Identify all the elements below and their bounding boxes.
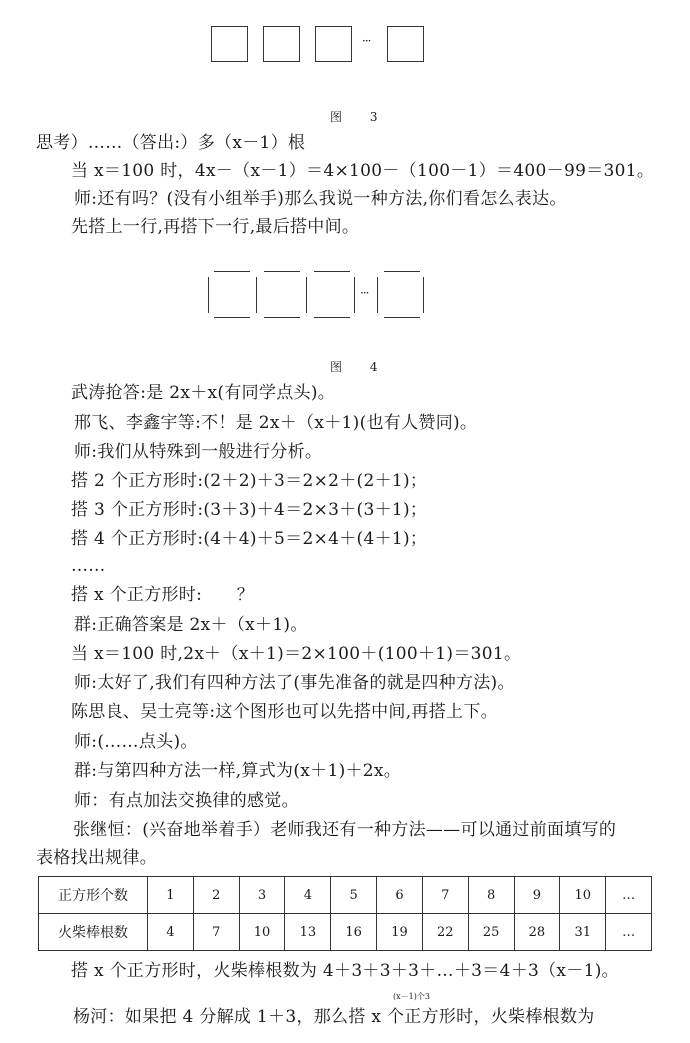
table-cell: 10 xyxy=(239,914,285,951)
fig4-top-stick xyxy=(384,271,420,272)
text-line-12: 搭 x 个正方形时: ？ xyxy=(71,585,255,605)
text-line-23: 杨河：如果把 4 分解成 1＋3，那么搭 x 个正方形时，火柴棒根数为 xyxy=(73,1007,595,1027)
fig4-middle-stick xyxy=(208,277,209,313)
text-line-14: 当 x＝100 时,2x＋（x＋1)＝2×100＋(100＋1)＝301。 xyxy=(71,644,522,664)
table-cell: 13 xyxy=(285,914,331,951)
text-line-8: 搭 2 个正方形时:(2＋2)＋3＝2×2＋(2＋1)； xyxy=(71,471,428,491)
text-line-7: 师:我们从特殊到一般进行分析。 xyxy=(74,442,323,462)
fig4-middle-stick xyxy=(354,277,355,313)
fig4-top-stick xyxy=(264,271,300,272)
text-line-3: 师:还有吗？(没有小组举手)那么我说一种方法,你们看怎么表达。 xyxy=(74,189,567,209)
table-cell: 1 xyxy=(148,877,194,914)
fig3-square-3 xyxy=(315,26,352,62)
table-row xyxy=(39,914,652,951)
table-cell: 7 xyxy=(422,877,468,914)
table-cell: … xyxy=(606,914,652,951)
figure-4-caption: 图 4 xyxy=(330,360,390,374)
fig4-top-stick xyxy=(214,271,250,272)
text-line-16: 陈思良、吴士亮等:这个图形也可以先搭中间,再搭上下。 xyxy=(71,702,498,722)
fig4-bottom-stick xyxy=(264,317,300,318)
text-line-13: 群:正确答案是 2x＋（x＋1)。 xyxy=(74,615,308,635)
text-line-18: 群:与第四种方法一样,算式为(x＋1)＋2x。 xyxy=(74,761,402,781)
text-line-19: 师：有点加法交换律的感觉。 xyxy=(74,791,299,811)
fig4-middle-stick xyxy=(306,277,307,313)
text-line-15: 师:太好了,我们有四种方法了(事先准备的就是四种方法)。 xyxy=(74,673,515,693)
table-cell: 25 xyxy=(468,914,514,951)
table-cell: 4 xyxy=(148,914,194,951)
fig4-bottom-stick xyxy=(314,317,350,318)
brace-note: (x－1)个3 xyxy=(393,992,430,1001)
table-cell: 4 xyxy=(285,877,331,914)
fig4-middle-stick xyxy=(377,277,378,313)
table-cell: 31 xyxy=(560,914,606,951)
table-cell: 8 xyxy=(468,877,514,914)
text-line-17: 师:(……点头)。 xyxy=(74,732,198,752)
table-cell: 2 xyxy=(193,877,239,914)
table-cell: 22 xyxy=(422,914,468,951)
text-line-2: 当 x＝100 时，4x－（x－1）＝4×100－（100－1）＝400－99＝301。 xyxy=(71,161,655,181)
text-line-21: 表格找出规律。 xyxy=(36,848,158,868)
text-line-20: 张继恒：(兴奋地举着手）老师我还有一种方法——可以通过前面填写的 xyxy=(73,820,617,840)
table-cell: 9 xyxy=(514,877,560,914)
table-cell: 28 xyxy=(514,914,560,951)
text-line-4: 先搭上一行,再搭下一行,最后搭中间。 xyxy=(71,217,360,237)
table-cell: 5 xyxy=(331,877,377,914)
table-row xyxy=(39,877,652,914)
text-line-10: 搭 4 个正方形时:(4＋4)＋5＝2×4＋(4＋1)； xyxy=(71,529,428,549)
text-line-11: …… xyxy=(71,556,106,576)
table-header-sticks: 火柴棒根数 xyxy=(39,914,148,951)
table-cell: … xyxy=(606,877,652,914)
fig4-top-stick xyxy=(314,271,350,272)
fig4-middle-stick xyxy=(423,277,424,313)
table-cell: 16 xyxy=(331,914,377,951)
fig4-bottom-stick xyxy=(214,317,250,318)
text-line-6: 邢飞、李鑫宇等:不！是 2x＋（x＋1)(也有人赞同)。 xyxy=(74,413,478,433)
text-line-5: 武涛抢答:是 2x＋x(有同学点头)。 xyxy=(71,383,336,403)
fig3-ellipsis: ··· xyxy=(362,34,371,48)
fig4-middle-stick xyxy=(256,277,257,313)
text-line-9: 搭 3 个正方形时:(3＋3)＋4＝2×3＋(3＋1)； xyxy=(71,500,428,520)
fig4-ellipsis: ··· xyxy=(360,286,369,300)
table-cell: 3 xyxy=(239,877,285,914)
fig4-bottom-stick xyxy=(384,317,420,318)
table-cell: 10 xyxy=(560,877,606,914)
fig3-square-2 xyxy=(263,26,300,62)
text-line-1: 思考）……（答出:）多（x－1）根 xyxy=(36,133,306,153)
fig3-square-4 xyxy=(387,26,424,62)
text-line-22: 搭 x 个正方形时，火柴棒根数为 4＋3＋3＋3＋…＋3＝4＋3（x－1)。 xyxy=(71,961,619,981)
matchstick-table xyxy=(38,876,652,951)
table-cell: 6 xyxy=(377,877,423,914)
table-cell: 7 xyxy=(193,914,239,951)
figure-3-caption: 图 3 xyxy=(330,110,390,124)
table-header-squares: 正方形个数 xyxy=(39,877,148,914)
table-cell: 19 xyxy=(377,914,423,951)
fig3-square-1 xyxy=(211,26,248,62)
